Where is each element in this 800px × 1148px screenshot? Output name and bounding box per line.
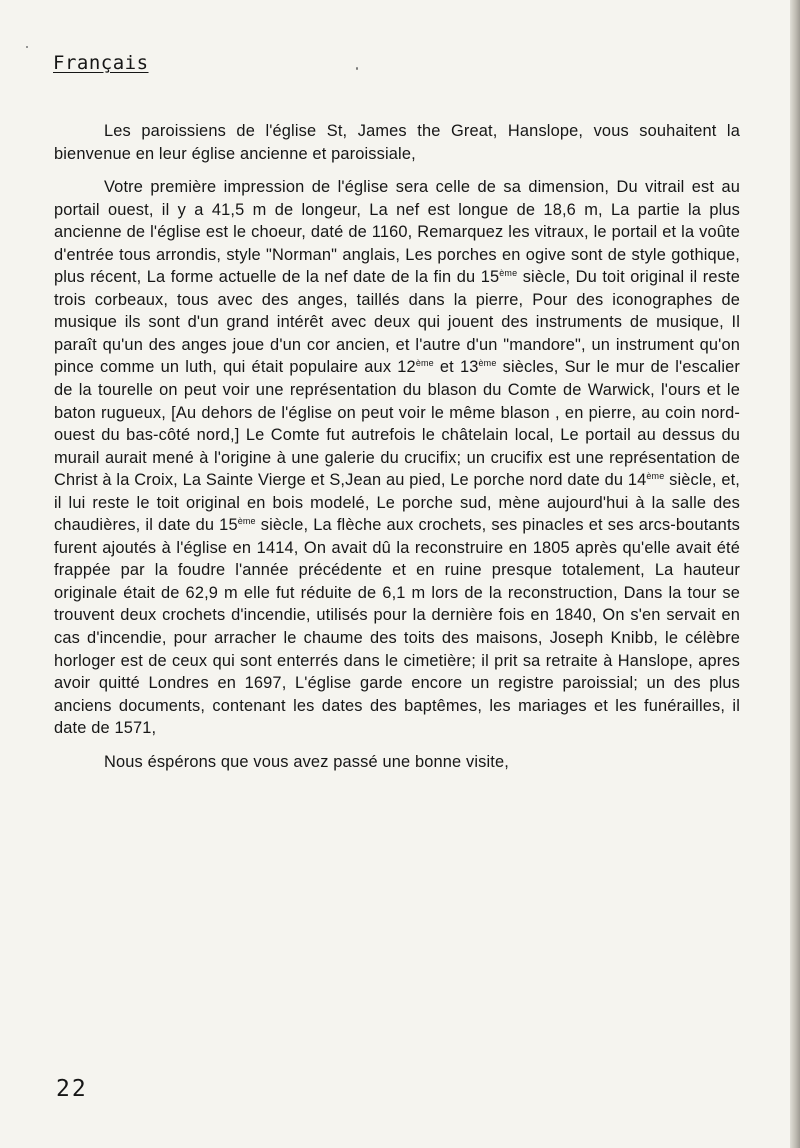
document-body bbox=[54, 120, 740, 773]
history-text: siècle, et, il lui reste le toit original en bois modelé, Le porche sud, mène aujourd'hui à la salle des chaudières, il date du 15 bbox=[54, 471, 740, 535]
history-text: Votre première impression de l'église sera celle de sa dimension, Du vitrail est au portail ouest, il y a 41,5 m de longeur, La nef est longue de 18,6 m, La partie la plus ancienne de l'église est le choeur, daté de 1160, Remarquez les vitraux, le portail et la voûte d'entrée tous arrondis, style "Norman" anglais, Les porches en ogive sont de style gothique, plus récent, La forme actuelle de la nef date de la fin du 15 bbox=[54, 178, 740, 287]
ordinal-superscript: ème bbox=[499, 268, 518, 279]
closing-paragraph: Nous éspérons que vous avez passé une bonne visite, bbox=[104, 752, 509, 771]
scan-speck bbox=[356, 67, 358, 70]
language-heading: Français bbox=[53, 52, 149, 74]
history-paragraph bbox=[54, 176, 740, 740]
ordinal-superscript: ème bbox=[237, 516, 256, 527]
welcome-paragraph: Les paroissiens de l'église St, James the Great, Hanslope, vous souhaitent la bienvenue en leur église ancienne et paroissiale, bbox=[54, 122, 740, 163]
scan-speck bbox=[26, 46, 28, 48]
history-text: siècle, La flèche aux crochets, ses pinacles et ses arcs-boutants furent ajoutés à l'église en 1414, On avait dû la reconstruire en 1805 après qu'elle avait été frappée par la foudre l'année précédente et en ruine presque totalement, La hauteur originale était de 62,9 m elle fut réduite de 6,1 m lors de la reconstruction, Dans la tour se trouvent deux crochets d'incendie, utilisés pour la dernière fois en 1840, On s'en servait en cas d'incendie, pour arracher le chaume des toits des maisons, Joseph Knibb, le célèbre horloger est de ceux qui sont enterrés dans le cimetière; il prit sa retraite à Hanslope, apres avoir quitté Londres en 1697, L'église garde encore un registre paroissial; un des plus anciens documents, contenant les dates des baptêmes, les mariages et les funérailles, il date de 1571, bbox=[54, 516, 740, 738]
page-edge bbox=[790, 0, 800, 1148]
history-text: et 13 bbox=[433, 358, 479, 377]
ordinal-superscript: ème bbox=[415, 358, 434, 369]
history-text: siècles, Sur le mur de l'escalier de la tourelle on peut voir une représentation du blason du Comte de Warwick, l'ours et le baton rugueux, [Au dehors de l'église on peut voir le même blason , en pierre, au coin nord-ouest du bas-côté nord,] Le Comte fut autrefois le châtelain local, Le portail au dessus du murail aurait mené à l'origine à une galerie du crucifix; un crucifix est une représentation de Christ à la Croix, La Sainte Vierge et S,Jean au pied, Le porche nord date du 14 bbox=[54, 358, 740, 490]
page-number: 22 bbox=[56, 1076, 88, 1102]
ordinal-superscript: ème bbox=[478, 358, 497, 369]
history-text: siècle, Du toit original il reste trois corbeaux, tous avec des anges, taillés dans la pierre, Pour des iconographes de musique ils sont d'un grand intérêt avec deux qui jouent des instruments de musique, Il paraît qu'un des anges joue d'un cor ancien, et l'autre d'un "mandore", un instrument qu'on pince comme un luth, qui était populaire aux 12 bbox=[54, 268, 740, 377]
ordinal-superscript: ème bbox=[646, 471, 665, 482]
